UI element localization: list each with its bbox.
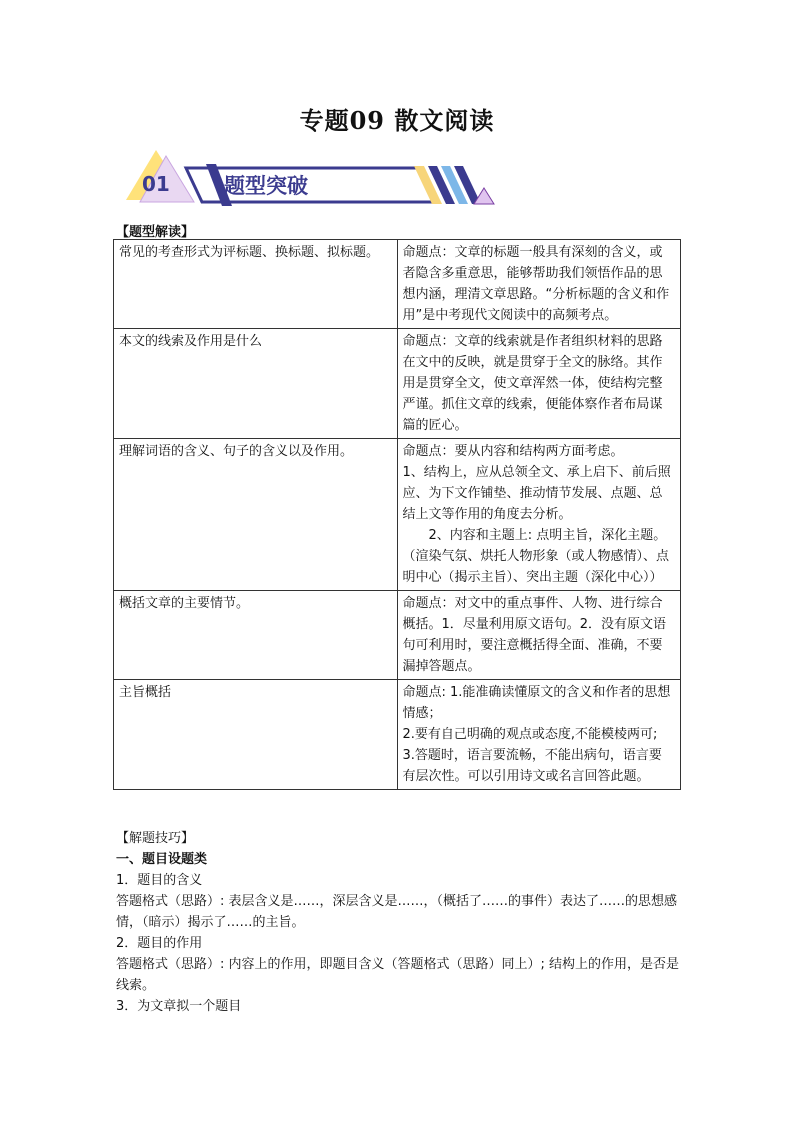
- answer-text: 2、内容和主题上: 点明主旨，深化主题。（渲染气氛、烘托人物形象（或人物感情）、点明中心（揭示主旨）、突出主题（深化中心））: [402, 528, 670, 585]
- table-row: [114, 591, 681, 680]
- answer-cell: [397, 680, 681, 790]
- table-row: [114, 240, 681, 329]
- question-cell: 主旨概括: [114, 680, 398, 790]
- tip-item-body: 答题格式（思路）: 内容上的作用，即题目含义（答题格式（思路）同上）; 结构上的作用，是否是线索。: [116, 957, 680, 993]
- answer-text: 2.要有自己明确的观点或态度,不能模棱两可;: [402, 727, 658, 742]
- answer-cell: [397, 240, 681, 329]
- solving-tips-section: [116, 828, 686, 1017]
- section-heading-interpretation: 【题型解读】: [116, 225, 195, 240]
- page-title: 专题09 散文阅读: [299, 106, 495, 135]
- tip-item-title: 3．为文章拟一个题目: [116, 999, 242, 1014]
- answer-text: 命题点：要从内容和结构两方面考虑。: [402, 444, 624, 459]
- question-cell: 概括文章的主要情节。: [114, 591, 398, 680]
- answer-cell: [397, 591, 681, 680]
- tips-category-title: 一、题目设题类: [116, 852, 208, 867]
- answer-text: 命题点：对文中的重点事件、人物、进行综合概括。1．尽量利用原文语句。2．没有原文语句可利用时，要注意概括得全面、准确，不要漏掉答题点。: [402, 596, 667, 674]
- banner-number: 01: [142, 172, 170, 196]
- table-row: [114, 439, 681, 591]
- tip-item-title: 1．题目的含义: [116, 873, 203, 888]
- tip-item-title: 2．题目的作用: [116, 936, 203, 951]
- answer-text: 命题点：文章的线索就是作者组织材料的思路在文中的反映，就是贯穿于全文的脉络。其作用是贯穿全文，使文章浑然一体，使结构完整严谨。抓住文章的线索，便能体察作者布局谋篇的匠心。: [402, 334, 663, 433]
- tip-item-body: 答题格式（思路）: 表层含义是……，深层含义是……，（概括了……的事件）表达了……的思想感情，（暗示）揭示了……的主旨。: [116, 894, 678, 930]
- answer-cell: [397, 329, 681, 439]
- question-type-table: [113, 239, 681, 790]
- answer-cell: [397, 439, 681, 591]
- section-banner: [126, 148, 496, 210]
- tips-heading: 【解题技巧】: [116, 831, 195, 846]
- answer-text: 3.答题时，语言要流畅，不能出病句，语言要有层次性。可以引用诗文或名言回答此题。: [402, 748, 662, 784]
- answer-text: 1、结构上，应从总领全文、承上启下、前后照应、为下文作铺垫、推动情节发展、点题、总结上文等作用的角度去分析。: [402, 465, 671, 522]
- question-cell: 本文的线索及作用是什么: [114, 329, 398, 439]
- answer-text: 命题点: 1.能准确读懂原文的含义和作者的思想情感；: [402, 685, 671, 721]
- answer-text: 命题点：文章的标题一般具有深刻的含义，或者隐含多重意思，能够帮助我们领悟作品的思想内涵，理清文章思路。“分析标题的含义和作用”是中考现代文阅读中的高频考点。: [402, 245, 670, 323]
- banner-label: 题型突破: [224, 174, 308, 198]
- question-cell: 常见的考查形式为评标题、换标题、拟标题。: [114, 240, 398, 329]
- table-row: [114, 680, 681, 790]
- table-row: [114, 329, 681, 439]
- question-cell: 理解词语的含义、句子的含义以及作用。: [114, 439, 398, 591]
